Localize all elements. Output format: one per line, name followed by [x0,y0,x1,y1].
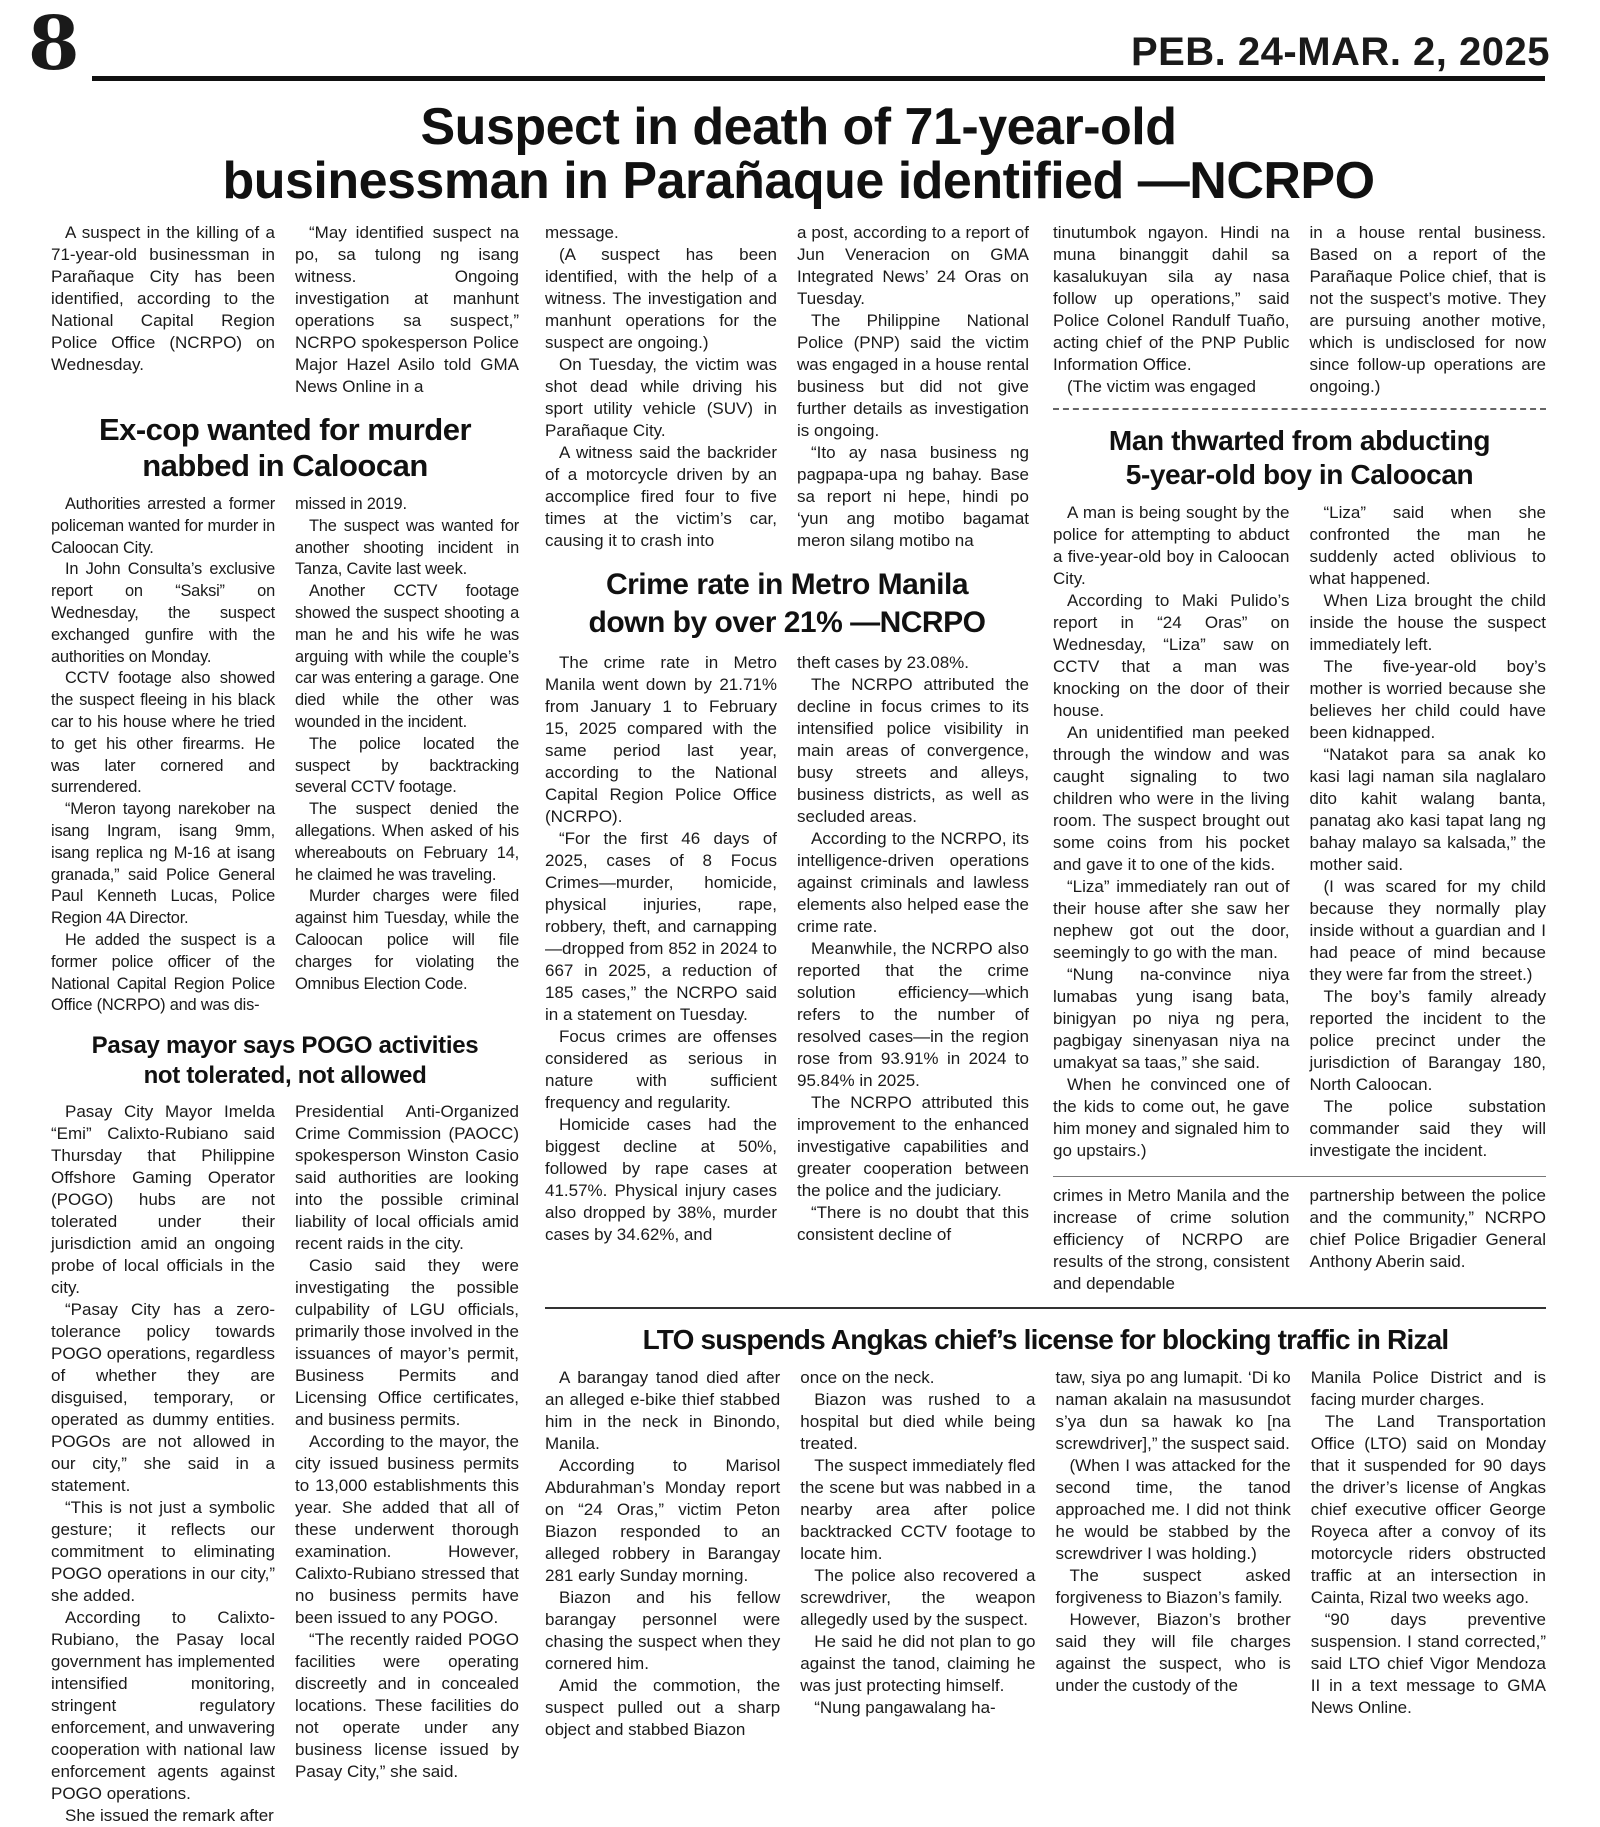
paragraph: Murder charges were filed against him Tuesday, while the Caloocan police will file charges for violating the Omnibus Election Code. [295,887,519,993]
headline-line: nabbed in Caloocan [142,448,428,483]
article-column [51,222,275,376]
paragraph: The police substation commander said they will investigate the incident. [1309,1097,1546,1160]
paragraph: In John Consulta’s exclusive report on “Saksi” on Wednesday, the suspect exchanged gunfire with the authorities on Monday. [51,560,275,666]
paragraph: According to Maki Pulido’s report in “24 Oras” on Wednesday, “Liza” saw on CCTV that a man was knocking on the door of their house. [1053,591,1290,720]
upper-right [545,222,1546,1295]
paragraph: The police also recovered a screwdriver, the weapon allegedly used by the suspect. [800,1566,1036,1629]
paragraph: “Natakot para sa anak ko kasi lagi naman sila naglalaro dito kahit walang banta, panatag ako kasi tapat lang ng bahay malayo sa kalsada,” the mother said. [1309,745,1546,874]
main-headline [51,100,1546,208]
paragraph: “There is no doubt that this consistent decline of [797,1203,1029,1244]
paragraph: Biazon and his fellow barangay personnel were chasing the suspect when they cornered him. [545,1588,781,1673]
paragraph: The police located the suspect by backtracking several CCTV footage. [295,734,519,797]
paragraph-continued: crimes in Metro Manila and the increase of crime solution efficiency of NCRPO are results of the strong, consistent and dependable [1053,1186,1290,1293]
paragraph: (I was scared for my child because they normally play inside without a guardian and I had peace of mind because they were far from the street.) [1309,877,1546,984]
article-column [545,652,777,1246]
paragraph: Amid the commotion, the suspect pulled out a sharp object and stabbed Biazon [545,1676,781,1739]
headline-line: Crime rate in Metro Manila [605,568,969,601]
page-sheet [51,100,1546,1827]
paragraph: The boy’s family already reported the incident to the police precinct under the jurisdiction of Barangay 180, North Caloocan. [1309,987,1546,1094]
paragraph: On Tuesday, the victim was shot dead while driving his sport utility vehicle (SUV) in Parañaque City. [545,355,777,440]
page-number: 8 [28,1,80,87]
paragraph: (When I was attacked for the second time, the tanod approached me. I did not think he would be stabbed by the screwdriver I was holding.) [1055,1456,1291,1563]
paragraph: Focus crimes are offenses considered as serious in nature with sufficient frequency and regularity. [545,1027,777,1112]
paragraph: When he convinced one of the kids to come out, he gave him money and signaled him to go upstairs.) [1053,1075,1290,1160]
paragraph: Biazon was rushed to a hospital but died while being treated. [800,1390,1036,1453]
paragraph: The suspect was wanted for another shooting incident in Tanza, Cavite last week. [295,516,519,579]
paragraph: When Liza brought the child inside the house the suspect immediately left. [1309,591,1546,654]
article-column [1311,1367,1546,1719]
paragraph: He added the suspect is a former police officer of the National Capital Region Police Office (NCRPO) and was dis- [51,930,275,1015]
left-section [51,222,519,1827]
headline-line: businessman in Parañaque identified —NCRPO [222,152,1375,210]
headline-line: LTO suspends Angkas chief’s license for blocking traffic in Rizal [642,1324,1449,1355]
paragraph: The suspect asked forgiveness to Biazon’s family. [1055,1566,1291,1607]
dashed-divider [1053,408,1546,410]
column-pair [1053,1185,1546,1295]
paragraph: “May identified suspect na po, sa tulong ng isang witness. Ongoing investigation at manhunt operations sa suspect,” NCRPO spokesperson Police Major Hazel Asilo told GMA News Online in a [295,223,519,396]
paragraph-continued: message. [545,223,619,242]
article-column [1310,502,1547,1162]
paragraph-continued: once on the neck. [800,1368,935,1387]
article-column [1053,1185,1290,1295]
headline-line: 5-year-old boy in Caloocan [1125,459,1474,490]
paragraph: Homicide cases had the biggest decline at 50%, followed by rape cases at 41.57%. Physical injury cases also dropped by 38%, murder cases by 34.62%, and [545,1115,777,1244]
paragraph: Pasay City Mayor Imelda “Emi” Calixto-Rubiano said Thursday that Philippine Offshore Gaming Operator (POGO) hubs are not tolerated under their jurisdiction amid an ongoing probe of local officials in the city. [51,1102,275,1298]
paragraph: “Nung pangawalang ha- [814,1698,996,1717]
middle-section [545,222,1029,1246]
paragraph: “Liza” immediately ran out of their house after she saw her nephew got out the door, seemingly to go with the man. [1053,877,1290,962]
paragraph: The Land Transportation Office (LTO) said on Monday that it suspended for 90 days the driver’s license of Angkas chief executive officer George Royeca after a convoy of its motorcycle riders obstructed traffic at an intersection in Cainta, Rizal two weeks ago. [1310,1412,1546,1607]
paragraph: Casio said they were investigating the possible culpability of LGU officials, primarily those involved in the issuances of mayor’s permit, Business Permits and Licensing Office certificates, and business permits. [295,1256,519,1430]
paragraph: Meanwhile, the NCRPO also reported that the crime solution efficiency—which refers to the number of resolved cases—in the region rose from 93.91% in 2024 to 95.84% in 2025. [797,939,1029,1090]
paragraph-continued: partnership between the police and the community,” NCRPO chief Police Brigadier General Anthony Aberin said. [1309,1186,1546,1271]
abduct-headline [1053,424,1546,492]
paragraph: The suspect immediately fled the scene but was nabbed in a nearby area after police backtracked CCTV footage to locate him. [800,1456,1036,1563]
paragraph: “Meron tayong narekober na isang Ingram, isang 9mm, isang replica ng M-16 at isang granada,” said Police General Paul Kenneth Lucas, Police Region 4A Director. [51,800,275,928]
masthead-rule [92,76,1545,81]
paragraph-continued: taw, siya po ang lumapit. ‘Di ko naman akalain na masusundot s’ya dun sa hawak ko [na screwdriver],” the suspect said. [1055,1368,1291,1453]
paragraph: According to Marisol Abdurahman’s Monday report on “24 Oras,” victim Peton Biazon responded to an alleged robbery in Barangay 281 early Sunday morning. [545,1456,781,1585]
paragraph: According to Calixto-Rubiano, the Pasay local government has implemented intensified monitoring, stringent regulatory enforcement, and unwavering cooperation with national law enforcement agents against POGO operations. [51,1608,275,1804]
paragraph: (A suspect has been identified, with the help of a witness. The investigation and manhunt operations for the suspect are ongoing.) [545,245,777,352]
article-column [295,222,519,398]
issue-date: PEB. 24-MAR. 2, 2025 [1130,30,1550,74]
article-column [1053,502,1290,1162]
column-pair [545,652,1029,1246]
paragraph-continued: in a house rental business. Based on a report of the Parañaque Police chief, that is not the suspect’s motive. They are pursuing another motive, which is undisclosed for now since follow-up operations are ongoing.) [1309,223,1546,396]
article-column [51,494,275,1017]
paragraph: She issued the remark after [65,1806,274,1826]
article-column [1310,1185,1547,1273]
column-pair [545,222,1029,552]
paragraph: “90 days preventive suspension. I stand corrected,” said LTO chief Vigor Mendoza II in a text message to GMA News Online. [1310,1610,1546,1717]
article-column [797,652,1029,1246]
headline-line: Ex-cop wanted for murder [98,412,472,447]
paragraph: “Liza” said when she confronted the man he suddenly acted oblivious to what happened. [1309,503,1546,588]
paragraph: A barangay tanod died after an alleged e-bike thief stabbed him in the neck in Binondo, Manila. [545,1368,781,1453]
paragraph: “Pasay City has a zero-tolerance policy towards POGO operations, regardless of whether they are disguised, temporary, or operated as dummy entities. POGOs are not allowed in our city,” she said in a statement. [51,1300,275,1496]
paragraph: “Ito ay nasa business ng pagpapa-upa ng bahay. Base sa report ni hepe, hindi po ‘yun ang motibo bagamat meron silang motibo na [797,443,1029,550]
paragraph: CCTV footage also showed the suspect fleeing in his black car to his house where he tried to get his other firearms. He was later cornered and surrendered. [51,669,275,797]
paragraph: Authorities arrested a former policeman wanted for murder in Caloocan City. [51,495,275,557]
article-column [51,1101,275,1827]
paragraph: The NCRPO attributed the decline in focus crimes to its intensified police visibility in main areas of convergence, busy streets and alleys, business districts, as well as secluded areas. [797,675,1029,826]
column-pair [51,1101,519,1827]
page-body [51,222,1546,1827]
article-column [1053,222,1290,398]
paragraph: “This is not just a symbolic gesture; it reflects our commitment to eliminating POGO operations in our city,” she added. [51,1498,275,1606]
paragraph: The crime rate in Metro Manila went down by 21.71% from January 1 to February 15, 2025 compared with the same period last year, according to the National Capital Region Police Office (NCRPO). [545,653,777,826]
headline-line: not tolerated, not allowed [143,1062,427,1090]
column-pair [1053,502,1546,1162]
article-column [295,1101,519,1783]
paragraph: “For the first 46 days of 2025, cases of 8 Focus Crimes—murder, homicide, physical injuries, rape, robbery, theft, and carnapping—dropped from 852 in 2024 to 667 in 2025, a reduction of 185 cases,” the NCRPO said in a statement on Tuesday. [545,829,777,1024]
paragraph: “Nung na-convince niya lumabas yung isang bata, binigyan po niya ng pera, pagbigay sinenyasan niya na umakyat sa taas,” she said. [1053,965,1290,1072]
paragraph: A man is being sought by the police for attempting to abduct a five-year-old boy in Caloocan City. [1053,503,1290,588]
paragraph: According to the mayor, the city issued business permits to 13,000 establishments this year. She added that all of these underwent thorough examination. However, Calixto-Rubiano stressed that no business permits have been issued to any POGO. [295,1432,519,1628]
paragraph: According to the NCRPO, its intelligence-driven operations against criminals and lawless elements also helped ease the crime rate. [797,829,1029,936]
headline-line: down by over 21% —NCRPO [588,606,986,639]
paragraph-continued: theft cases by 23.08%. [797,653,969,672]
article-column [295,494,519,995]
paragraph: A suspect in the killing of a 71-year-old businessman in Parañaque City has been identified, according to the National Capital Region Police Office (NCRPO) on Wednesday. [51,223,275,374]
paragraph: He said he did not plan to go against the tanod, claiming he was just protecting himself. [800,1632,1036,1695]
headline-line: Man thwarted from abducting [1108,425,1491,456]
headline-line: Pasay mayor says POGO activities [91,1032,479,1060]
paragraph: The suspect denied the allegations. When asked of his whereabouts on February 14, he claimed he was traveling. [295,800,519,884]
column-pair [51,494,519,1017]
paragraph: The NCRPO attributed this improvement to the enhanced investigative capabilities and greater cooperation between the police and the judiciary. [797,1093,1029,1200]
column-group [545,1367,1546,1741]
paragraph-continued: tinutumbok ngayon. Hindi na muna binanggit dahil sa kasalukuyan sila ay nasa follow up operations,” said Police Colonel Randulf Tuaño, acting chief of the PNP Public Information Office. [1053,223,1290,374]
article-column [545,1367,780,1741]
paragraph-continued: a post, according to a report of Jun Veneracion on GMA Integrated News’ 24 Oras on Tuesday. [797,223,1029,308]
paragraph-continued: Manila Police District and is facing murder charges. [1310,1368,1546,1409]
paragraph: (The victim was engaged [1067,377,1256,396]
crime-headline [545,566,1029,642]
paragraph: “The recently raided POGO facilities were operating discreetly and in concealed locations. These facilities do not operate under any business license issued by Pasay City,” she said. [295,1630,519,1782]
article-column [1056,1367,1291,1697]
section-rule [545,1307,1546,1309]
lto-headline [545,1323,1546,1357]
paragraph: The Philippine National Police (PNP) said the victim was engaged in a house rental business but did not give further details as investigation is ongoing. [797,311,1029,440]
column-pair [1053,222,1546,398]
headline-line: Suspect in death of 71-year-old [420,98,1177,156]
paragraph: A witness said the backrider of a motorcycle driven by an accomplice fired four to five times at the victim’s car, causing it to crash into [545,443,777,550]
paragraph: The five-year-old boy’s mother is worried because she believes her child could have been kidnapped. [1309,657,1546,742]
column-pair [51,222,519,398]
article-column [1310,222,1547,398]
article-column [797,222,1029,552]
paragraph-continued: Presidential Anti-Organized Crime Commission (PAOCC) spokesperson Winston Casio said authorities are looking into the possible criminal liability of local officials amid recent raids in the city. [295,1102,519,1254]
paragraph-continued: missed in 2019. [295,495,407,513]
right-section [545,222,1546,1741]
paragraph: An unidentified man peeked through the window and was caught signaling to two children who were in the living room. The suspect brought out some coins from his pocket and gave it to one of the kids. [1053,723,1290,874]
paragraph: However, Biazon’s brother said they will file charges against the suspect, who is under the custody of the [1055,1610,1291,1695]
column-divider [1053,1176,1546,1177]
pasay-headline [51,1031,519,1091]
article-column [545,222,777,552]
article-column [800,1367,1035,1719]
paragraph: Another CCTV footage showed the suspect shooting a man he and his wife he was arguing with while the couple’s car was entering a garage. One died while the other was wounded in the incident. [295,582,519,731]
far-right-section [1053,222,1546,1295]
excop-headline [51,412,519,484]
